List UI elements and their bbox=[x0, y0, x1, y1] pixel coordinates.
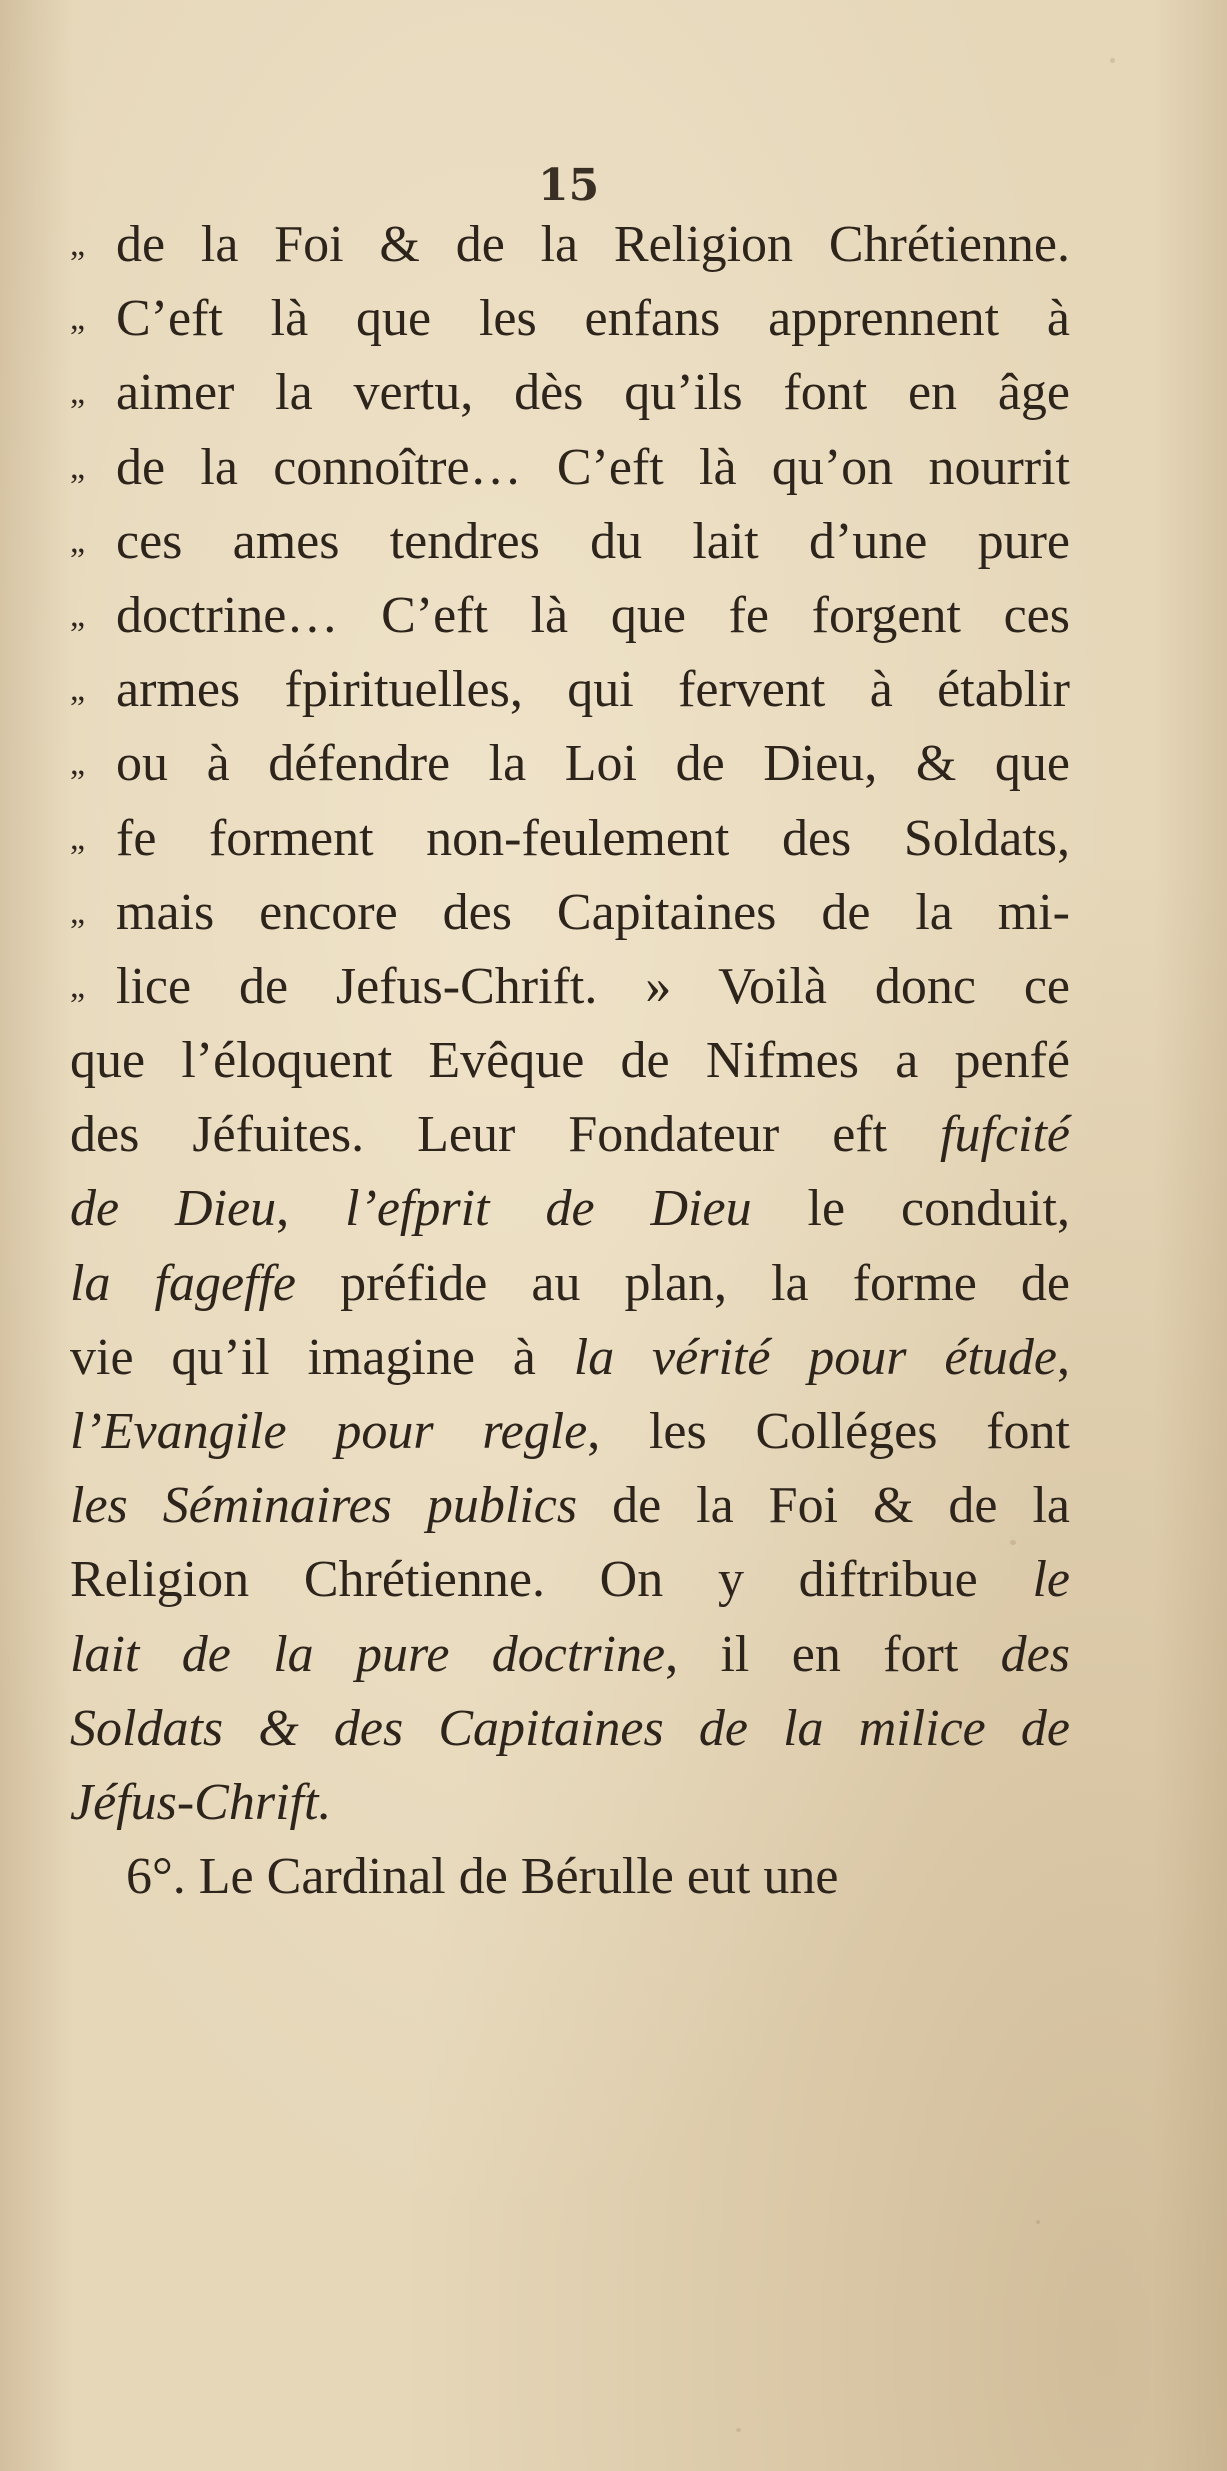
text-line bbox=[70, 1024, 1070, 1098]
paper-stain bbox=[1036, 2220, 1040, 2224]
line-text: , les Colléges font bbox=[587, 1403, 1070, 1460]
line-text: , bbox=[1056, 1328, 1070, 1386]
line-text: mais encore des Capitaines de la mi- bbox=[116, 883, 1070, 941]
quote-mark: „ bbox=[70, 522, 86, 560]
quote-mark: „ bbox=[70, 448, 86, 486]
line-text: C’eft là que les enfans apprennent à bbox=[116, 290, 1070, 348]
italic-text: Jéfus-Chrift. bbox=[70, 1773, 332, 1831]
quote-mark: „ bbox=[70, 596, 86, 634]
text-line bbox=[70, 1840, 1070, 1914]
text-line bbox=[70, 1247, 1070, 1321]
quote-mark: „ bbox=[70, 671, 86, 709]
text-line bbox=[70, 802, 1070, 876]
italic-text: le bbox=[1032, 1551, 1070, 1609]
line-text: vie qu’il imagine à bbox=[70, 1328, 574, 1386]
text-line bbox=[70, 579, 1070, 653]
paper-stain bbox=[1010, 1540, 1016, 1545]
line-text: des Jéfuites. Leur Fondateur eft bbox=[70, 1106, 941, 1164]
italic-text: des bbox=[1000, 1625, 1070, 1683]
italic-text: lait de la pure doctrine bbox=[70, 1625, 666, 1683]
page-number: 15 bbox=[538, 160, 600, 211]
italic-text: l’Evangile pour regle bbox=[70, 1403, 588, 1460]
text-line bbox=[70, 1543, 1070, 1617]
text-line bbox=[70, 1321, 1070, 1395]
text-line bbox=[70, 282, 1070, 356]
italic-text: les Séminaires publics bbox=[70, 1477, 578, 1535]
line-text: ces ames tendres du lait d’une pure bbox=[116, 512, 1070, 570]
line-text: de la Foi & de la Religion Chrétienne. bbox=[116, 216, 1070, 273]
line-text: Religion Chrétienne. On y diftribue bbox=[70, 1551, 1033, 1609]
text-line bbox=[70, 876, 1070, 950]
text-line bbox=[70, 1618, 1070, 1692]
italic-text: la vérité pour étude bbox=[573, 1328, 1057, 1386]
quote-mark: „ bbox=[70, 819, 86, 857]
line-text: armes fpirituelles, qui fervent à établir bbox=[116, 661, 1070, 719]
italic-text: la fageffe bbox=[70, 1254, 297, 1312]
text-line bbox=[70, 208, 1070, 282]
quote-mark: „ bbox=[70, 893, 86, 931]
quote-mark: „ bbox=[70, 745, 86, 783]
line-text: préfide au plan, la forme de bbox=[296, 1254, 1070, 1312]
text-line bbox=[70, 1469, 1070, 1543]
line-text: aimer la vertu, dès qu’ils font en âge bbox=[116, 364, 1070, 422]
quote-mark: „ bbox=[70, 967, 86, 1005]
line-text: que l’éloquent Evêque de Nifmes a penfé bbox=[70, 1032, 1070, 1090]
text-line bbox=[70, 356, 1070, 430]
text-line bbox=[70, 653, 1070, 727]
line-text: doctrine… C’eft là que fe forgent ces bbox=[116, 586, 1070, 644]
line-text: 6°. Le Cardinal de Bérulle eut une bbox=[126, 1848, 839, 1906]
line-text: , il en fort bbox=[665, 1625, 1001, 1683]
quote-mark: „ bbox=[70, 226, 86, 263]
text-line bbox=[70, 1395, 1070, 1469]
line-text: fe forment non-feulement des Soldats, bbox=[116, 809, 1070, 867]
quote-mark: „ bbox=[70, 374, 86, 412]
italic-text: Soldats & des Capitaines de la milice de bbox=[70, 1699, 1070, 1757]
line-text: ou à défendre la Loi de Dieu, & que bbox=[116, 735, 1070, 793]
quote-mark: „ bbox=[70, 300, 86, 338]
text-line bbox=[70, 1172, 1070, 1246]
body-text bbox=[70, 208, 1070, 1914]
paper-stain bbox=[736, 2428, 741, 2432]
line-text: lice de Jefus-Chrift. » Voilà donc ce bbox=[116, 957, 1070, 1015]
line-text: , bbox=[276, 1180, 346, 1238]
text-line bbox=[70, 1692, 1070, 1766]
line-text: de la connoître… C’eft là qu’on nourrit bbox=[116, 438, 1070, 496]
text-line bbox=[70, 727, 1070, 801]
italic-text: l’efprit de Dieu bbox=[345, 1180, 752, 1238]
paper-stain bbox=[1110, 58, 1115, 63]
text-line bbox=[70, 1766, 1070, 1840]
text-line bbox=[70, 431, 1070, 505]
italic-text: de Dieu bbox=[70, 1180, 277, 1238]
text-line bbox=[70, 1098, 1070, 1172]
line-text: le conduit, bbox=[751, 1180, 1070, 1238]
line-text: de la Foi & de la bbox=[577, 1477, 1071, 1535]
italic-text: fufcité bbox=[940, 1106, 1070, 1164]
text-line bbox=[70, 950, 1070, 1024]
text-line bbox=[70, 505, 1070, 579]
